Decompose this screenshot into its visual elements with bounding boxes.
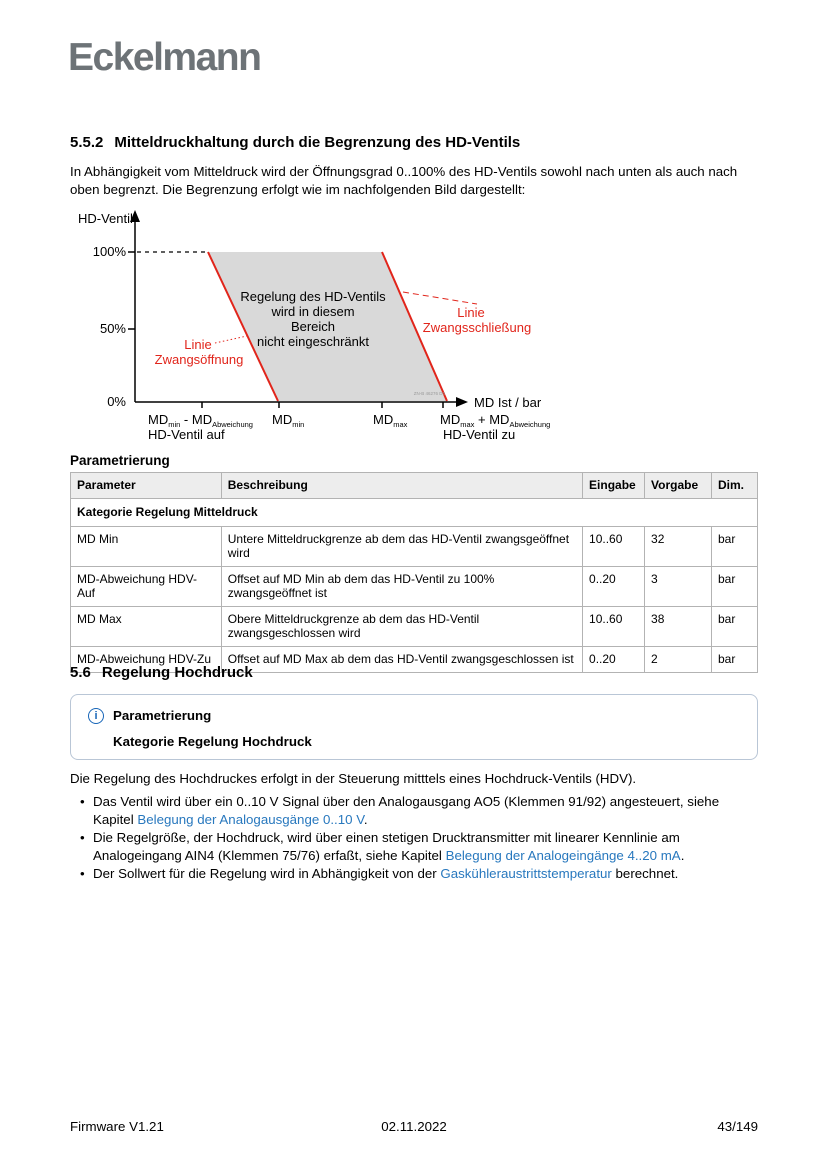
link-analogeingaenge[interactable]: Belegung der Analogeingänge 4..20 mA	[445, 848, 681, 863]
hd-ventil-limit-diagram	[70, 205, 760, 455]
ytick-label-100: 100%	[92, 244, 126, 259]
drawing-number-watermark: ZN-B 46276 D0	[413, 391, 445, 396]
footer-page-number: 43/149	[717, 1119, 758, 1134]
cell-param: MD-Abweichung HDV-Auf	[71, 567, 222, 607]
link-analogausgaenge[interactable]: Belegung der Analogausgänge 0..10 V	[137, 812, 364, 827]
cell-eingabe: 0..20	[583, 647, 645, 673]
page-footer	[70, 1119, 758, 1134]
section-heading-552	[70, 134, 520, 151]
hochdruck-bullet-list	[80, 793, 758, 883]
parametrierung-heading: Parametrierung	[70, 453, 170, 468]
section-title: Mitteldruckhaltung durch die Begrenzung des HD-Ventils	[114, 134, 521, 151]
section-heading-56	[70, 664, 253, 681]
xtick-label-1-line2: HD-Ventil auf	[148, 427, 225, 442]
xtick-label-3: $MD_{max}$	[373, 412, 408, 429]
cell-eingabe: 10..60	[583, 527, 645, 567]
cell-desc: Untere Mitteldruckgrenze ab dem das HD-Ventil zwangsgeöffnet wird	[221, 527, 582, 567]
table-row	[71, 567, 758, 607]
ytick-label-50: 50%	[99, 321, 126, 336]
open-label-leader-line	[215, 336, 247, 343]
cell-dim: bar	[711, 567, 757, 607]
col-header-eingabe: Eingabe	[583, 473, 645, 499]
section-number: 5.6	[70, 664, 91, 681]
intro-paragraph: In Abhängigkeit vom Mitteldruck wird der Öffnungsgrad 0..100% des HD-Ventils sowohl nach unten als auch nach oben begrenzt. Die Begrenzung erfolgt wie im nachfolgenden Bild dargestellt:	[70, 164, 738, 197]
list-item	[80, 829, 758, 865]
bullet-text-post: berechnet.	[611, 866, 679, 881]
hochdruck-paragraph: Die Regelung des Hochdruckes erfolgt in der Steuerung mitttels eines Hochdruck-Ventils (HDV).	[70, 771, 637, 786]
cell-desc: Offset auf MD Max ab dem das HD-Ventil zwangsgeschlossen ist	[221, 647, 582, 673]
parameter-table	[70, 472, 758, 673]
bullet-text-pre: Der Sollwert für die Regelung wird in Abhängigkeit von der	[93, 866, 441, 881]
cell-vorgabe: 2	[645, 647, 712, 673]
xtick-label-4-line2: HD-Ventil zu	[443, 427, 516, 442]
list-item	[80, 865, 758, 883]
cell-dim: bar	[711, 607, 757, 647]
cell-param: MD-Abweichung HDV-Zu	[71, 647, 222, 673]
bullet-text-post: .	[680, 848, 685, 863]
note-text-block	[113, 708, 312, 750]
note-line-parametrierung: Parametrierung	[113, 708, 212, 723]
footer-firmware-version: Firmware V1.21	[70, 1119, 164, 1134]
cell-vorgabe: 3	[645, 567, 712, 607]
cell-dim: bar	[711, 647, 757, 673]
list-item	[80, 793, 758, 829]
cell-eingabe: 0..20	[583, 567, 645, 607]
cell-desc: Offset auf MD Min ab dem das HD-Ventil zu 100% zwangsgeöffnet ist	[221, 567, 582, 607]
cell-vorgabe: 38	[645, 607, 712, 647]
region-text-line1: Regelung des HD-Ventils	[240, 289, 386, 304]
x-axis-arrow	[456, 397, 468, 407]
xtick-label-1: $MD_{min} - MD_{Abweichung}$	[148, 412, 253, 429]
eckelmann-logo: Eckelmann	[68, 36, 261, 79]
col-header-parameter: Parameter	[71, 473, 222, 499]
close-label-line2: Zwangsschließung	[422, 320, 532, 335]
section-title: Regelung Hochdruck	[101, 664, 253, 681]
diagram-canvas	[70, 205, 760, 455]
close-label-line1: Linie	[457, 305, 485, 320]
table-category-row	[71, 499, 758, 527]
cell-vorgabe: 32	[645, 527, 712, 567]
xtick-label-4: $MD_{max} + MD_{Abweichung}$	[440, 412, 551, 429]
info-icon: i	[88, 708, 104, 724]
table-row	[71, 607, 758, 647]
category-label: Kategorie Regelung Mitteldruck	[71, 499, 758, 527]
cell-param: MD Min	[71, 527, 222, 567]
close-label-leader-line	[403, 292, 477, 304]
bullet-text-pre: Die Regelgröße, der Hochdruck, wird über einen stetigen Drucktransmitter mit linearer Kennlinie am Analogeingang AIN4 (Klemmen 75/76) erfaßt, siehe Kapitel	[93, 830, 680, 863]
region-text-line3: Bereich	[290, 319, 336, 334]
xtick-label-2: $MD_{min}$	[272, 412, 305, 429]
open-label-line2: Zwangsöffnung	[154, 352, 244, 367]
cell-dim: bar	[711, 527, 757, 567]
region-text-line2: wird in diesem	[271, 304, 355, 319]
table-header-row	[71, 473, 758, 499]
section-number: 5.5.2	[70, 134, 104, 151]
cell-param: MD Max	[71, 607, 222, 647]
bullet-text-post: .	[363, 812, 368, 827]
table-row	[71, 527, 758, 567]
col-header-dim: Dim.	[711, 473, 757, 499]
col-header-beschreibung: Beschreibung	[221, 473, 582, 499]
x-axis-label: MD Ist / bar	[474, 395, 542, 410]
cell-eingabe: 10..60	[583, 607, 645, 647]
region-text-line4: nicht eingeschränkt	[256, 334, 370, 349]
cell-desc: Obere Mitteldruckgrenze ab dem das HD-Ventil zwangsgeschlossen wird	[221, 607, 582, 647]
footer-date: 02.11.2022	[381, 1119, 447, 1134]
bullet-text-pre: Das Ventil wird über ein 0..10 V Signal über den Analogausgang AO5 (Klemmen 91/92) angesteuert, siehe Kapitel	[93, 794, 720, 827]
note-line-kategorie: Kategorie Regelung Hochdruck	[113, 734, 312, 749]
open-label-line1: Linie	[184, 337, 212, 352]
col-header-vorgabe: Vorgabe	[645, 473, 712, 499]
info-note-box	[70, 694, 758, 760]
y-axis-label: HD-Ventil	[78, 211, 133, 226]
link-gaskuehleraustrittstemperatur[interactable]: Gaskühleraustrittstemperatur	[440, 866, 612, 881]
ytick-label-0: 0%	[107, 394, 126, 409]
